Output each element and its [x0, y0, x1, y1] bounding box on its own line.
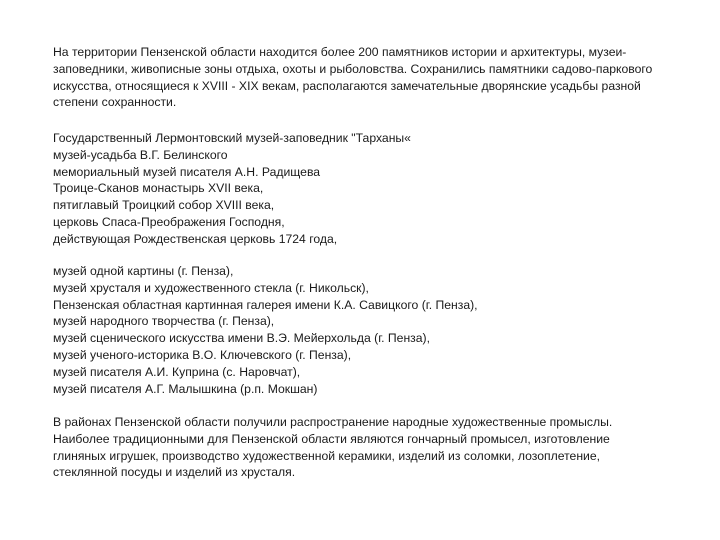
intro-line: заповедники, живописные зоны отдыха, охоты и рыболовства. Сохранились памятники садово-паркового [53, 61, 653, 76]
crafts-paragraph [53, 414, 673, 481]
monument-item: музей-усадьба В.Г. Белинского [53, 147, 228, 162]
museum-item: музей одной картины (г. Пенза), [53, 264, 234, 278]
monument-item: пятиглавый Троицкий собор XVIII века, [53, 198, 275, 213]
museum-item: музей писателя А.Г. Малышкина (р.п. Мокшан) [53, 381, 318, 396]
intro-line: степени сохранности. [53, 95, 177, 110]
crafts-line: Наиболее традиционными для Пензенской области являются гончарный промысел, изготовление [53, 431, 610, 446]
monuments-list [53, 130, 673, 248]
intro-paragraph [53, 44, 673, 111]
crafts-line: В районах Пензенской области получили распространение народные художественные промыслы. [53, 415, 613, 429]
monument-item: мемориальный музей писателя А.Н. Радищева [53, 164, 321, 179]
monument-item: церковь Спаса-Преображения Господня, [53, 214, 285, 229]
intro-line: искусства, относящиеся к XVIII - XIX векам, располагаются замечательные дворянские усадьбы разной [53, 78, 641, 93]
museum-item: музей писателя А.И. Куприна (с. Наровчат), [53, 364, 301, 379]
intro-line: На территории Пензенской области находится более 200 памятников истории и архитектуры, музеи- [53, 45, 627, 59]
museum-item: музей народного творчества (г. Пенза), [53, 314, 275, 329]
monument-item: Государственный Лермонтовский музей-заповедник "Тарханы« [53, 131, 411, 145]
museum-item: Пензенская областная картинная галерея имени К.А. Савицкого (г. Пенза), [53, 297, 478, 312]
museum-item: музей сценического искусства имени В.Э. Мейерхольда (г. Пенза), [53, 331, 430, 346]
museum-item: музей ученого-историка В.О. Ключевского (г. Пенза), [53, 347, 352, 362]
crafts-line: стеклянной посуды и изделий из хрусталя. [53, 465, 296, 480]
monument-item: действующая Рождественская церковь 1724 года, [53, 231, 338, 246]
crafts-line: глиняных игрушек, производство художественной керамики, изделий из соломки, лозоплетение, [53, 448, 601, 463]
museum-item: музей хрусталя и художественного стекла (г. Никольск), [53, 280, 369, 295]
museums-list [53, 263, 673, 397]
monument-item: Троице-Сканов монастырь XVII века, [53, 181, 264, 196]
